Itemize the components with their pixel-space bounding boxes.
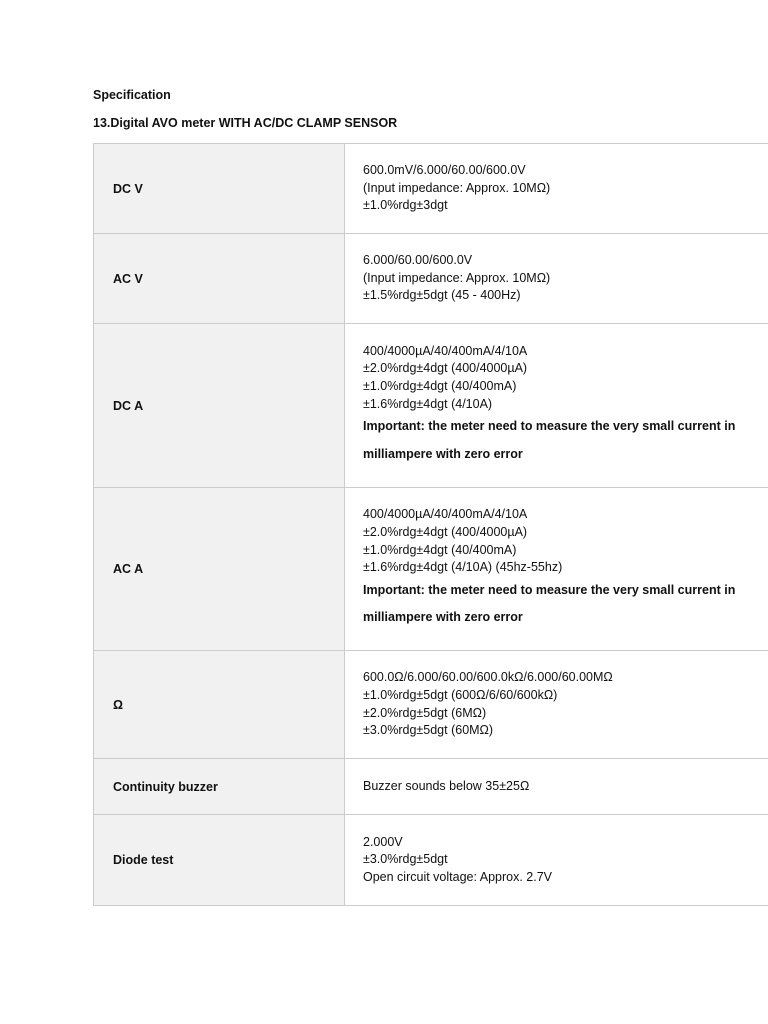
spec-value-line: ±3.0%rdg±5dgt (363, 852, 448, 867)
important-note-line: Important: the meter need to measure the very small current in (363, 582, 736, 597)
important-note (363, 577, 762, 632)
spec-value-lines (363, 162, 762, 215)
spec-value-line: 600.0Ω/6.000/60.00/600.0kΩ/6.000/60.00MΩ (363, 670, 613, 685)
row-continuity-buzzer (94, 759, 768, 815)
spec-value-line: (Input impedance: Approx. 10MΩ) (363, 270, 551, 285)
row-dc-v (94, 144, 768, 234)
section-heading: Specification (93, 88, 171, 102)
important-note-line: milliampere with zero error (363, 446, 523, 461)
spec-value (345, 144, 768, 234)
spec-value-line: Buzzer sounds below 35±25Ω (363, 778, 530, 793)
spec-label: AC A (94, 488, 345, 651)
important-note (363, 413, 762, 468)
row-dc-a (94, 324, 768, 488)
spec-value-line: ±1.0%rdg±3dgt (363, 198, 448, 213)
spec-value-line: (Input impedance: Approx. 10MΩ) (363, 180, 551, 195)
row-ac-v (94, 234, 768, 324)
spec-value-line: ±1.0%rdg±5dgt (600Ω/6/60/600kΩ) (363, 687, 558, 702)
spec-value-line: 2.000V (363, 834, 403, 849)
spec-label: DC A (94, 324, 345, 488)
spec-value-line: ±1.0%rdg±4dgt (40/400mA) (363, 542, 517, 557)
spec-label: Continuity buzzer (94, 759, 345, 815)
spec-value-line: Open circuit voltage: Approx. 2.7V (363, 869, 552, 884)
spec-value-lines (363, 343, 762, 413)
spec-value-line: ±2.0%rdg±4dgt (400/4000µA) (363, 361, 528, 376)
product-title: 13.Digital AVO meter WITH AC/DC CLAMP SENSOR (93, 116, 398, 130)
spec-value-line: 600.0mV/6.000/60.00/600.0V (363, 163, 526, 178)
spec-value-lines (363, 669, 762, 739)
spec-value (345, 815, 768, 906)
spec-value-lines (363, 778, 762, 796)
spec-label: Ω (94, 651, 345, 759)
spec-value-line: ±1.0%rdg±4dgt (40/400mA) (363, 379, 517, 393)
spec-value-line: ±1.6%rdg±4dgt (4/10A) (45hz-55hz) (363, 560, 563, 575)
spec-value-lines (363, 834, 762, 887)
spec-value (345, 651, 768, 759)
spec-value (345, 488, 768, 651)
spec-value-line: ±2.0%rdg±5dgt (6MΩ) (363, 705, 487, 720)
spec-label: Diode test (94, 815, 345, 906)
spec-value-line: 400/4000µA/40/400mA/4/10A (363, 507, 528, 522)
specification-table (93, 143, 768, 906)
spec-value-line: 400/4000µA/40/400mA/4/10A (363, 343, 528, 358)
spec-label: DC V (94, 144, 345, 234)
row-ac-a (94, 488, 768, 651)
spec-value-line: 6.000/60.00/600.0V (363, 253, 473, 268)
spec-value-line: ±1.5%rdg±5dgt (45 - 400Hz) (363, 288, 521, 303)
spec-value (345, 324, 768, 488)
spec-value-lines (363, 252, 762, 305)
spec-value-lines (363, 506, 762, 576)
spec-value (345, 759, 768, 815)
spec-value-line: ±1.6%rdg±4dgt (4/10A) (363, 396, 493, 411)
important-note-line: Important: the meter need to measure the very small current in (363, 419, 736, 434)
row-diode-test (94, 815, 768, 906)
spec-value-line: ±3.0%rdg±5dgt (60MΩ) (363, 723, 494, 738)
spec-value (345, 234, 768, 324)
spec-label: AC V (94, 234, 345, 324)
spec-value-line: ±2.0%rdg±4dgt (400/4000µA) (363, 524, 528, 539)
row-ohm (94, 651, 768, 759)
important-note-line: milliampere with zero error (363, 610, 523, 625)
